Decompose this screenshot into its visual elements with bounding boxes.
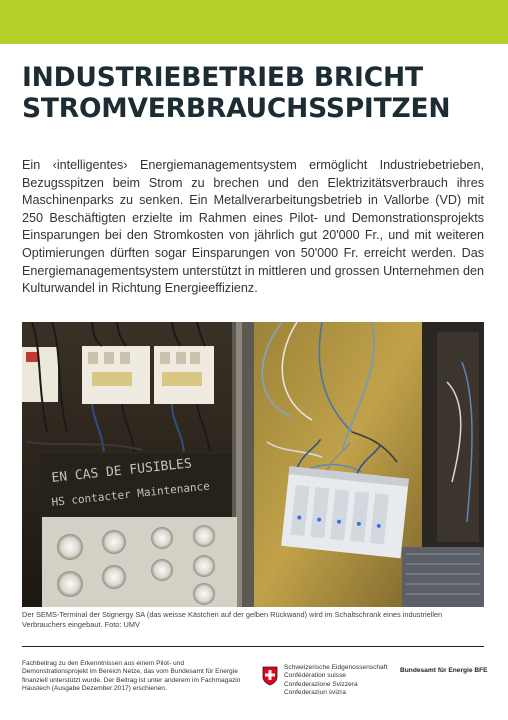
photo-illustration [22,322,484,607]
confederation-fr: Confédération suisse [284,672,346,680]
handwritten-label-line-2: HS contacter Maintenance [50,479,211,509]
photo-switch-cabinet [22,322,484,607]
photo-caption: Der SEMS-Terminal der Stignergy SA (das weisse Kästchen auf der gelben Rückwand) wird im Schaltschrank eines industriellen Verbrauchers eingebaut. Foto: UMV [22,610,443,629]
confederation-de: Schweizerische Eidgenossenschaft [284,664,388,671]
lead-paragraph: Ein ‹intelligentes› Energiemanagementsystem ermöglicht Industriebetrieben, Bezugsspitzen beim Strom zu brechen und den Elektrizitätsverbrauch ihres Maschinenparks zu senken. Ein Metallverarbeitungsbetrieb in Vallorbe (VD) mit 250 Beschäftigten erzielte im Rahmen eines Pilot- und Demonstrationsprojekts Einsparungen bei den Stromkosten von jährlich gut 20'000 Fr., und mit weiteren Optimierungen dürften sogar Einsparungen von 50'000 Fr. erreicht werden. Das Energiemanagementsystem unterstützt in mittleren und grossen Unternehmen den Kulturwandel in Richtung Energieeffizienz. [22,158,484,296]
top-accent-band [0,0,508,44]
confederation-wordmark [284,664,394,697]
confederation-rm: Confederaziun svizra [284,688,346,696]
title-line-1: INDUSTRIEBETRIEB BRICHT [22,62,423,93]
swiss-coat-of-arms-icon [262,666,278,686]
title-line-2: STROMVERBRAUCHSSPITZEN [22,93,451,124]
footer-note: Fachbeitrag zu den Erkenntnissen aus einem Pilot- und Demonstrationsprojekt im Bereich Netze, das vom Bundesamt für Energie finanziell unterstützt wurde. Der Beitrag ist unter anderem im Fachmagazin Haustech (Ausgabe Dezember 2017) erschienen. [22,660,241,693]
office-name: Bundesamt für Energie BFE [400,667,488,674]
page-title [22,62,488,124]
handwritten-label-line-1: EN CAS DE FUSIBLES [50,456,193,486]
footer-divider [22,646,484,647]
confederation-it: Confederazione Svizzera [284,680,358,688]
